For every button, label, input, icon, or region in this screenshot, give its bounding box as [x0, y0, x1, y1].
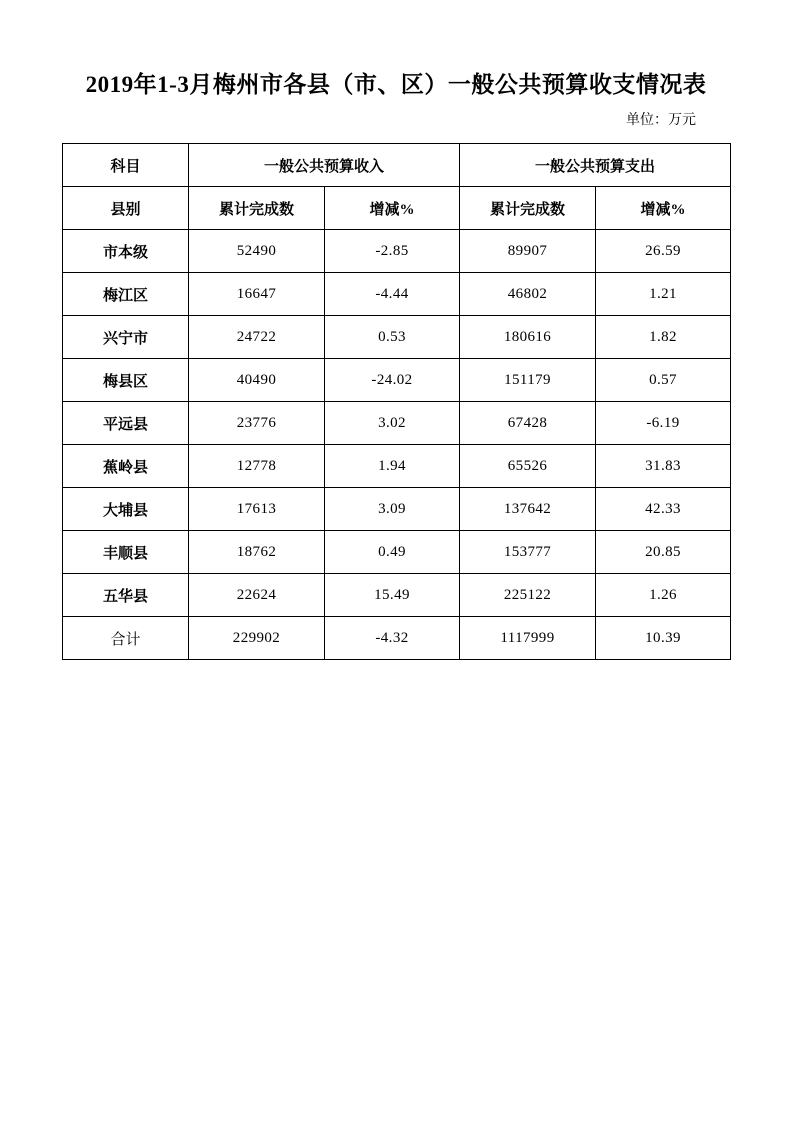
cell-expense-change: 31.83	[596, 445, 731, 488]
cell-income-total: 17613	[189, 488, 325, 531]
table-row	[63, 273, 731, 316]
cell-expense-total: 1117999	[460, 617, 596, 660]
cell-expense-total: 46802	[460, 273, 596, 316]
cell-income-change: 0.49	[325, 531, 460, 574]
cell-expense-change: -6.19	[596, 402, 731, 445]
table-row	[63, 402, 731, 445]
cell-expense-change: 10.39	[596, 617, 731, 660]
header-group-income: 一般公共预算收入	[189, 144, 460, 187]
cell-income-change: -2.85	[325, 230, 460, 273]
table-row	[63, 359, 731, 402]
cell-expense-change: 42.33	[596, 488, 731, 531]
cell-income-total: 52490	[189, 230, 325, 273]
cell-income-total: 16647	[189, 273, 325, 316]
cell-expense-total: 67428	[460, 402, 596, 445]
row-label: 梅江区	[63, 273, 189, 316]
table-header-row-1	[63, 144, 731, 187]
table-header-row-2	[63, 187, 731, 230]
cell-expense-change: 26.59	[596, 230, 731, 273]
table-row	[63, 488, 731, 531]
header-expense-total: 累计完成数	[460, 187, 596, 230]
header-income-total: 累计完成数	[189, 187, 325, 230]
row-label: 市本级	[63, 230, 189, 273]
cell-expense-total: 153777	[460, 531, 596, 574]
cell-expense-total: 151179	[460, 359, 596, 402]
table-body	[63, 144, 731, 660]
cell-expense-total: 137642	[460, 488, 596, 531]
row-label: 平远县	[63, 402, 189, 445]
cell-expense-change: 0.57	[596, 359, 731, 402]
header-county: 县别	[63, 187, 189, 230]
table-row	[63, 574, 731, 617]
cell-expense-total: 89907	[460, 230, 596, 273]
table-row	[63, 531, 731, 574]
cell-expense-total: 180616	[460, 316, 596, 359]
cell-income-change: 0.53	[325, 316, 460, 359]
cell-income-change: -24.02	[325, 359, 460, 402]
row-label: 兴宁市	[63, 316, 189, 359]
cell-income-change: 15.49	[325, 574, 460, 617]
budget-table	[62, 143, 731, 660]
row-label: 蕉岭县	[63, 445, 189, 488]
cell-income-change: 3.09	[325, 488, 460, 531]
header-income-change: 增减%	[325, 187, 460, 230]
cell-income-change: -4.44	[325, 273, 460, 316]
row-label: 五华县	[63, 574, 189, 617]
cell-expense-change: 1.21	[596, 273, 731, 316]
table-total-row	[63, 617, 731, 660]
cell-expense-total: 225122	[460, 574, 596, 617]
cell-income-total: 229902	[189, 617, 325, 660]
cell-expense-change: 20.85	[596, 531, 731, 574]
cell-income-total: 12778	[189, 445, 325, 488]
cell-income-change: 3.02	[325, 402, 460, 445]
header-expense-change: 增减%	[596, 187, 731, 230]
header-subject: 科目	[63, 144, 189, 187]
cell-expense-total: 65526	[460, 445, 596, 488]
header-group-expense: 一般公共预算支出	[460, 144, 731, 187]
cell-income-change: -4.32	[325, 617, 460, 660]
table-container	[0, 129, 792, 660]
row-label: 梅县区	[63, 359, 189, 402]
table-row	[63, 230, 731, 273]
page-title: 2019年1-3月梅州市各县（市、区）一般公共预算收支情况表	[85, 72, 707, 97]
cell-expense-change: 1.26	[596, 574, 731, 617]
table-row	[63, 445, 731, 488]
cell-income-total: 18762	[189, 531, 325, 574]
row-label-total: 合计	[63, 617, 189, 660]
unit-note: 单位：万元	[626, 113, 696, 128]
table-row	[63, 316, 731, 359]
row-label: 丰顺县	[63, 531, 189, 574]
row-label: 大埔县	[63, 488, 189, 531]
cell-income-total: 23776	[189, 402, 325, 445]
cell-income-total: 40490	[189, 359, 325, 402]
cell-expense-change: 1.82	[596, 316, 731, 359]
cell-income-change: 1.94	[325, 445, 460, 488]
cell-income-total: 24722	[189, 316, 325, 359]
cell-income-total: 22624	[189, 574, 325, 617]
